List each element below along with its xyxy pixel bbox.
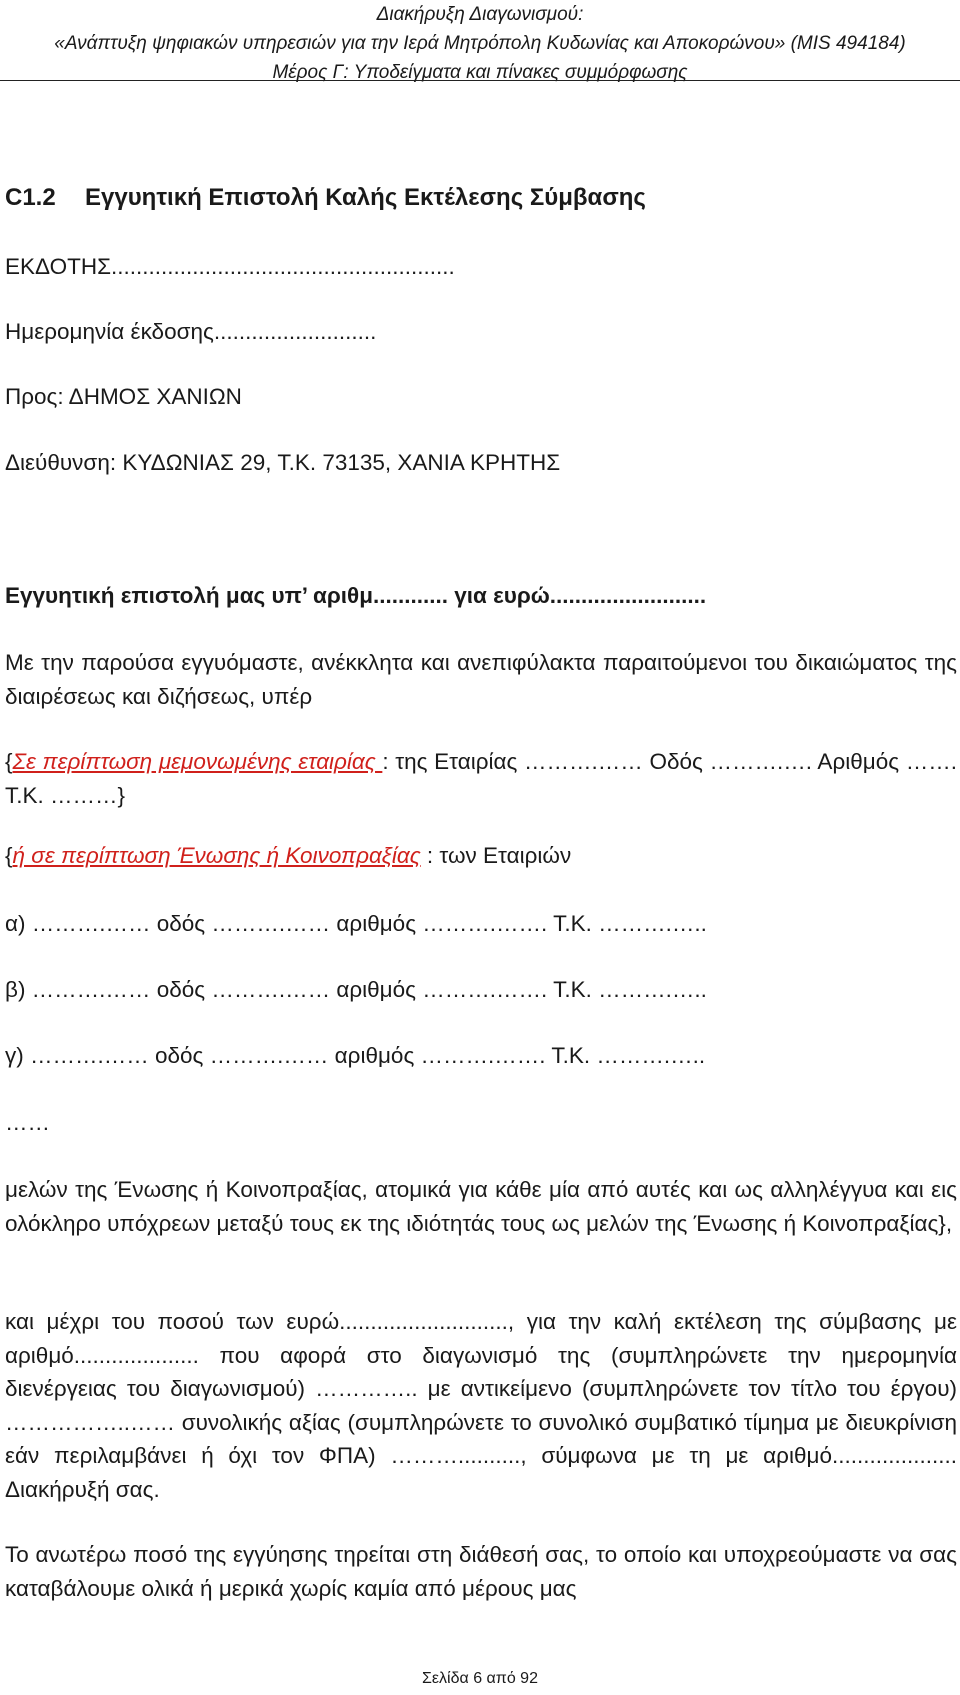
recipient-field: Προς: ΔΗΜΟΣ ΧΑΝΙΩΝ — [5, 384, 242, 409]
header-line-project: «Ανάπτυξη ψηφιακών υπηρεσιών για την Ιερά Μητρόπολη Κυδωνίας και Αποκορώνου» (MIS 494184) — [54, 33, 906, 54]
single-company-details: : της Εταιρίας ……….…… Οδός ……….…. Αριθμός ……. Τ.Κ. ………} — [5, 749, 957, 808]
final-paragraph: Το ανωτέρω ποσό της εγγύησης τηρείται στη διάθεσή σας, το οποίο και υποχρεούμαστε να σας καταβάλουμε ολικά ή μερικά χωρίς καμία από μέρους μας — [5, 1542, 957, 1601]
header-line-tender: Διακήρυξη Διαγωνισμού: — [376, 4, 584, 25]
section-title: Εγγυητική Επιστολή Καλής Εκτέλεσης Σύμβασης — [85, 184, 646, 211]
header-divider — [0, 80, 960, 81]
member-line-b: β) ……….…… οδός ……….…… αριθμός ……….……. Τ.Κ. ……….….. — [5, 977, 707, 1002]
intro-paragraph: Με την παρούσα εγγυόμαστε, ανέκκλητα και ανεπιφύλακτα παραιτούμενοι του δικαιώματος της διαιρέσεως και διζήσεως, υπέρ — [5, 650, 957, 709]
section-number: C1.2 — [5, 184, 56, 211]
address-field: Διεύθυνση: ΚΥΔΩΝΙΑΣ 29, Τ.Κ. 73135, ΧΑΝΙΑ ΚΡΗΤΗΣ — [5, 450, 561, 475]
issuer-field: ΕΚΔΟΤΗΣ....................................................... — [5, 254, 455, 279]
joint-venture-line — [5, 843, 571, 869]
document-header — [0, 0, 960, 87]
single-company-paragraph — [5, 745, 957, 812]
single-company-label: Σε περίπτωση μεμονωμένης εταιρίας — [12, 749, 383, 774]
letter-reference: Εγγυητική επιστολή μας υπ’ αριθμ............ για ευρώ......................... — [5, 583, 707, 608]
member-line-c: γ) ……….…… οδός ……….…… αριθμός ……….……. Τ.Κ. ……….….. — [5, 1043, 706, 1068]
header-line-part: Μέρος Γ: Υποδείγματα και πίνακες συμμόρφωσης — [272, 62, 688, 83]
brace-open: { — [5, 843, 13, 868]
section-heading — [5, 184, 646, 212]
joint-venture-text: : των Εταιριών — [420, 843, 572, 868]
page-number: Σελίδα 6 από 92 — [422, 1670, 538, 1687]
issue-date-field: Ημερομηνία έκδοσης.......................... — [5, 319, 377, 344]
ellipsis-line: …… — [5, 1110, 50, 1135]
joint-venture-label: ή σε περίπτωση Ένωσης ή Κοινοπραξίας — [12, 843, 421, 868]
members-paragraph: μελών της Ένωσης ή Κοινοπραξίας, ατομικά για κάθε μία από αυτές και ως αλληλέγγυα και εις ολόκληρο υπόχρεων μεταξύ τους εκ της ιδιότητάς τους ως μελών της Ένωσης ή Κοινοπραξίας}, — [5, 1177, 957, 1236]
member-line-a: α) ……….…… οδός ……….…… αριθμός ……….……. Τ.Κ. ……….….. — [5, 911, 707, 936]
amount-paragraph: και μέχρι του ποσού των ευρώ..........................., για την καλή εκτέλεση της σύμβασης με αριθμό.................... που αφορά στο διαγωνισμό της (συμπληρώνετε την ημερομηνία διενέργειας του διαγωνισμού) ………….. με αντικείμενο (συμπληρώνετε τον τίτλο του έργου) ……………..…… συνολικής αξίας (συμπληρώνετε το συνολικό συμβατικό τίμημα με διευκρίνιση εάν περιλαμβάνει ή όχι τον ΦΠΑ) ……….........., σύμφωνα με τη με αριθμό.................... Διακήρυξή σας. — [5, 1309, 957, 1502]
brace-open: { — [5, 749, 13, 774]
